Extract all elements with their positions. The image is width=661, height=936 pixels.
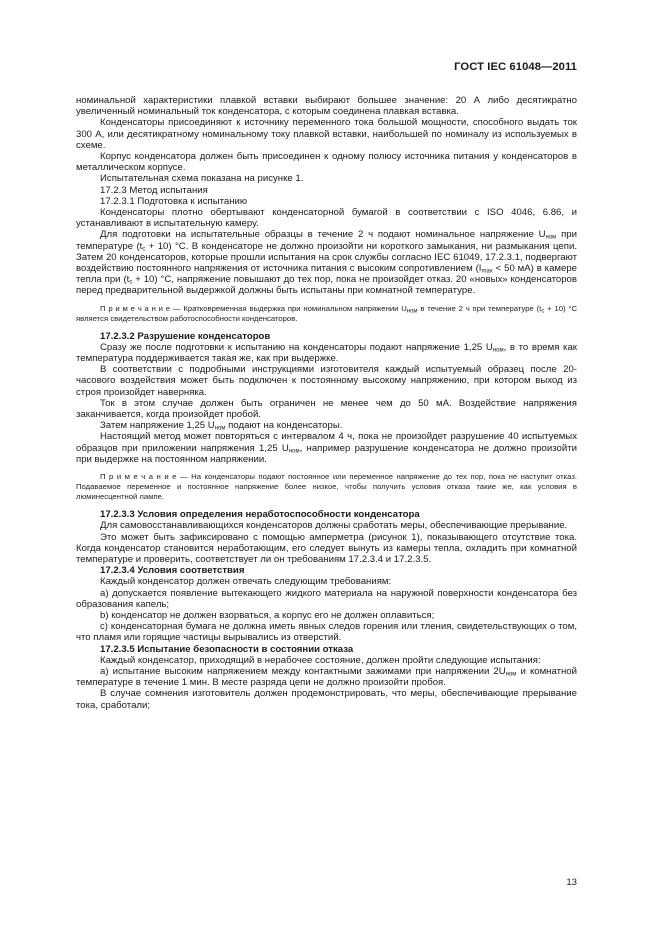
section-heading-17-2-3-2: 17.2.3.2 Разрушение конденсаторов — [100, 330, 271, 342]
note-1: П р и м е ч а н и е — Кратковременная выдержка при номинальном напряжении $U_{ном}$ в течение 2 ч при температуре $(t_c + 10)$ °С является свидетельством работоспособности конденсаторов. — [76, 303, 577, 323]
section-title-17-2-3: 17.2.3 Метод испытания — [100, 184, 208, 196]
document-body — [76, 95, 577, 711]
section-title-17-2-3-1: 17.2.3.1 Подготовка к испытанию — [100, 195, 248, 207]
paragraph: Каждый конденсатор должен отвечать следующим требованиям: — [100, 576, 392, 588]
paragraph: В соответствии с подробными инструкциями изготовителя каждый испытуемый образец после 20-часового воздействия может быть подключен к постоянному высокому напряжению, при котором выход из строя произойдет наверняка. — [76, 364, 577, 398]
paragraph: В случае сомнения изготовитель должен продемонстрировать, что меры, обеспечивающие прерывание тока, сработали; — [76, 688, 577, 711]
paragraph: Для самовосстанавливающихся конденсаторов должны сработать меры, обеспечивающие прерывание. — [100, 520, 568, 532]
list-item: а) испытание высоким напряжением между контактными зажимами при напряжении $2U_{ном}$ и комнатной температуре в течение 1 мин. В месте разряда цепи не должно произойти пробоя. — [76, 665, 577, 689]
list-item: а) допускается появление вытекающего жидкого материала на наружной поверхности конденсатора без образования капель; — [76, 587, 577, 610]
note-2: П р и м е ч а н и е — На конденсаторы подают постоянное или переменное напряжение до тех пор, пока не наступит отказ. Подаваемое переменное и постоянное напряжение более низкое, чтобы получить условия отказа такие же, как условия в люминесцентной лампе. — [76, 472, 577, 502]
page-number: 13 — [566, 877, 577, 888]
paragraph: Корпус конденсатора должен быть присоединен к одному полюсу источника питания у конденсаторов в металлическом корпусе. — [76, 151, 577, 174]
paragraph: Конденсаторы присоединяют к источнику переменного тока большой мощности, способного выдать ток 300 А, или десятикратному номинальному току плавкой вставки, наибольшей по номиналу из используемых в схеме. — [76, 117, 577, 151]
section-heading-17-2-3-3: 17.2.3.3 Условия определения неработоспособности конденсатора — [100, 509, 420, 521]
paragraph-preparation: Для подготовки на испытательные образцы в течение 2 ч подают номинальное напряжение $U_{ном}$ при температуре $(t_c + 10)$ °С. В конденсаторе не должно произойти ни короткого замыкания, ни размыкания цепи. Затем 20 конденсаторов, которые прошли испытания на срок службы согласно IEC 61049, 17.2.3.1, подвергают воздействию постоянного напряжения от источника питания с высоким сопротивлением ($I_{max} < 50$ мА) в камере тепла при $(t_c + 10)$ °С, напряжение повышают до тех пор, пока не произойдет отказ. 20 «новых» конденсаторов перед предварительной выдержкой должны быть испытаны при комнатной температуре. — [76, 229, 578, 297]
paragraph: Сразу же после подготовки к испытанию на конденсаторы подают напряжение 1,25 $U_{ном}$, в то время как температура поддерживается такая же, как при выдержке. — [76, 341, 578, 365]
list-item: с) конденсаторная бумага не должна иметь явных следов горения или тления, свидетельствующих о том, что пламя или горящие частицы вырывались из отверстий. — [76, 621, 577, 644]
section-heading-17-2-3-5: 17.2.3.5 Испытание безопасности в состоянии отказа — [100, 643, 354, 655]
paragraph: Испытательная схема показана на рисунке 1. — [100, 173, 304, 185]
section-heading-17-2-3-4: 17.2.3.4 Условия соответствия — [100, 565, 245, 577]
paragraph: Настоящий метод может повторяться с интервалом 4 ч, пока не произойдет разрушение 40 испытуемых образцов при приложении напряжения 1,25 $U_{ном}$, например разрушение конденсатора не должно произойти при выдержке на постоянном напряжении. — [76, 431, 577, 465]
paragraph: Конденсаторы плотно обертывают конденсаторной бумагой в соответствии с ISO 4046, 6.86, и устанавливают в испытательную камеру. — [76, 207, 577, 230]
paragraph: номинальной характеристики плавкой вставки выбирают большее значение: 20 А либо десятикратно увеличенный номинальный ток конденсатора, с которым соединена плавкая вставка. — [76, 95, 577, 118]
standard-header: ГОСТ IEC 61048—2011 — [454, 61, 577, 73]
paragraph: Затем напряжение 1,25 $U_{ном}$ подают на конденсаторы. — [100, 420, 343, 432]
list-item: b) конденсатор не должен взорваться, а корпус его не должен оплавиться; — [100, 609, 435, 621]
paragraph: Ток в этом случае должен быть ограничен не менее чем до 50 мА. Воздействие напряжения заканчивается, когда произойдет пробой. — [76, 397, 577, 421]
paragraph: Это может быть зафиксировано с помощью амперметра (рисунок 1), показывающего отсутствие тока. Когда конденсатор становится неработающим, его следует вынуть из камеры тепла, охладить при комнатной температуре и проверить, соответствует ли он требованиям 17.2.3.4 и 17.2.3.5. — [76, 531, 577, 565]
paragraph: Каждый конденсатор, приходящий в нерабочее состояние, должен пройти следующие испытания: — [100, 654, 541, 666]
